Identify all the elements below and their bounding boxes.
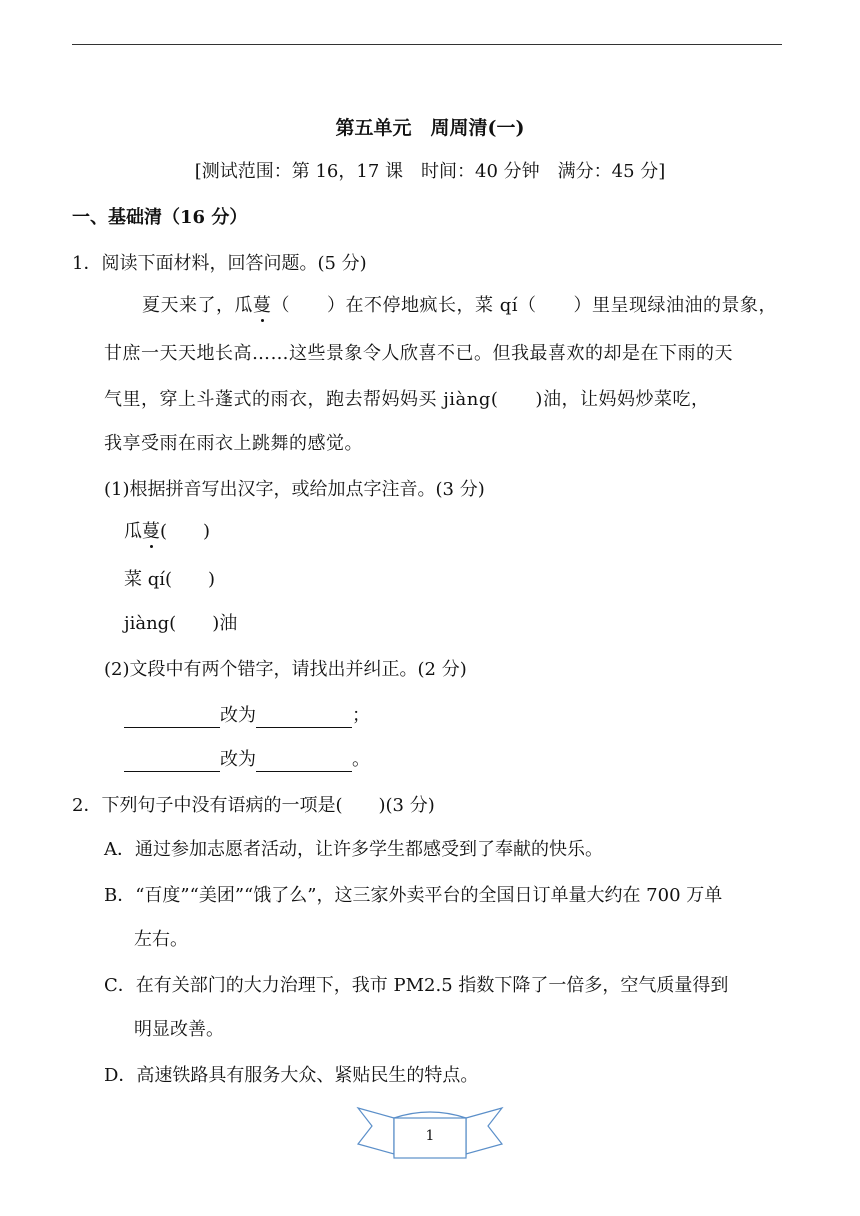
answer-line-c[interactable]: jiàng( )油 bbox=[124, 613, 238, 634]
change-label: 改为 bbox=[220, 749, 256, 770]
answer-blank[interactable] bbox=[124, 709, 220, 728]
passage-text: （ ）在不停地疯长，菜 qí（ ）里呈现绿油油的景象， bbox=[271, 295, 777, 316]
answer-line-b[interactable]: 菜 qí( ) bbox=[124, 569, 216, 590]
dotted-char: 蔓 bbox=[142, 521, 160, 542]
passage-text: 夏天来了，瓜 bbox=[142, 295, 253, 316]
answer-blank[interactable]: ( ) bbox=[160, 521, 211, 542]
subquestion-1-stem: (1)根据拼音写出汉字，或给加点字注音。(3 分) bbox=[104, 479, 485, 500]
test-scope: [测试范围：第 16，17 课 时间：40 分钟 满分：45 分] bbox=[194, 161, 666, 182]
answer-text: 瓜 bbox=[124, 521, 142, 542]
correction-line-2 bbox=[124, 748, 370, 772]
passage-line-2: 甘庶一天天地长高……这些景象令人欣喜不已。但我最喜欢的却是在下雨的天 bbox=[104, 343, 733, 364]
answer-blank[interactable] bbox=[256, 709, 352, 728]
option-c[interactable]: C．在有关部门的大力治理下，我市 PM2.5 指数下降了一倍多，空气质量得到 bbox=[104, 975, 729, 996]
option-a[interactable]: A．通过参加志愿者活动，让许多学生都感受到了奉献的快乐。 bbox=[104, 839, 603, 860]
page-number: 1 bbox=[425, 1128, 435, 1144]
answer-blank[interactable] bbox=[124, 753, 220, 772]
page-number-ribbon bbox=[356, 1104, 504, 1162]
passage-line-4: 我享受雨在雨衣上跳舞的感觉。 bbox=[104, 433, 363, 454]
section-heading: 一、基础清（16 分） bbox=[72, 207, 248, 228]
passage-line-3: 气里，穿上斗蓬式的雨衣，跑去帮妈妈买 jiàng( )油，让妈妈炒菜吃， bbox=[104, 389, 710, 410]
option-b-continued: 左右。 bbox=[134, 929, 188, 950]
option-c-continued: 明显改善。 bbox=[134, 1019, 224, 1040]
question-2-stem: 2．下列句子中没有语病的一项是( )(3 分) bbox=[72, 795, 435, 816]
page-title: 第五单元 周周清(一) bbox=[335, 117, 525, 139]
passage-line-1 bbox=[142, 294, 777, 318]
header-rule bbox=[72, 44, 782, 45]
question-1-stem: 1．阅读下面材料，回答问题。(5 分) bbox=[72, 253, 367, 274]
correction-line-1 bbox=[124, 704, 370, 728]
change-label: 改为 bbox=[220, 705, 256, 726]
dotted-char: 蔓 bbox=[253, 295, 272, 316]
answer-line-a bbox=[124, 520, 210, 544]
option-b[interactable]: B．“百度”“美团”“饿了么”，这三家外卖平台的全国日订单量大约在 700 万单 bbox=[104, 885, 723, 906]
punctuation: ； bbox=[352, 705, 370, 726]
answer-blank[interactable] bbox=[256, 753, 352, 772]
option-d[interactable]: D．高速铁路具有服务大众、紧贴民生的特点。 bbox=[104, 1065, 479, 1086]
punctuation: 。 bbox=[352, 749, 370, 770]
subquestion-2-stem: (2)文段中有两个错字，请找出并纠正。(2 分) bbox=[104, 659, 467, 680]
